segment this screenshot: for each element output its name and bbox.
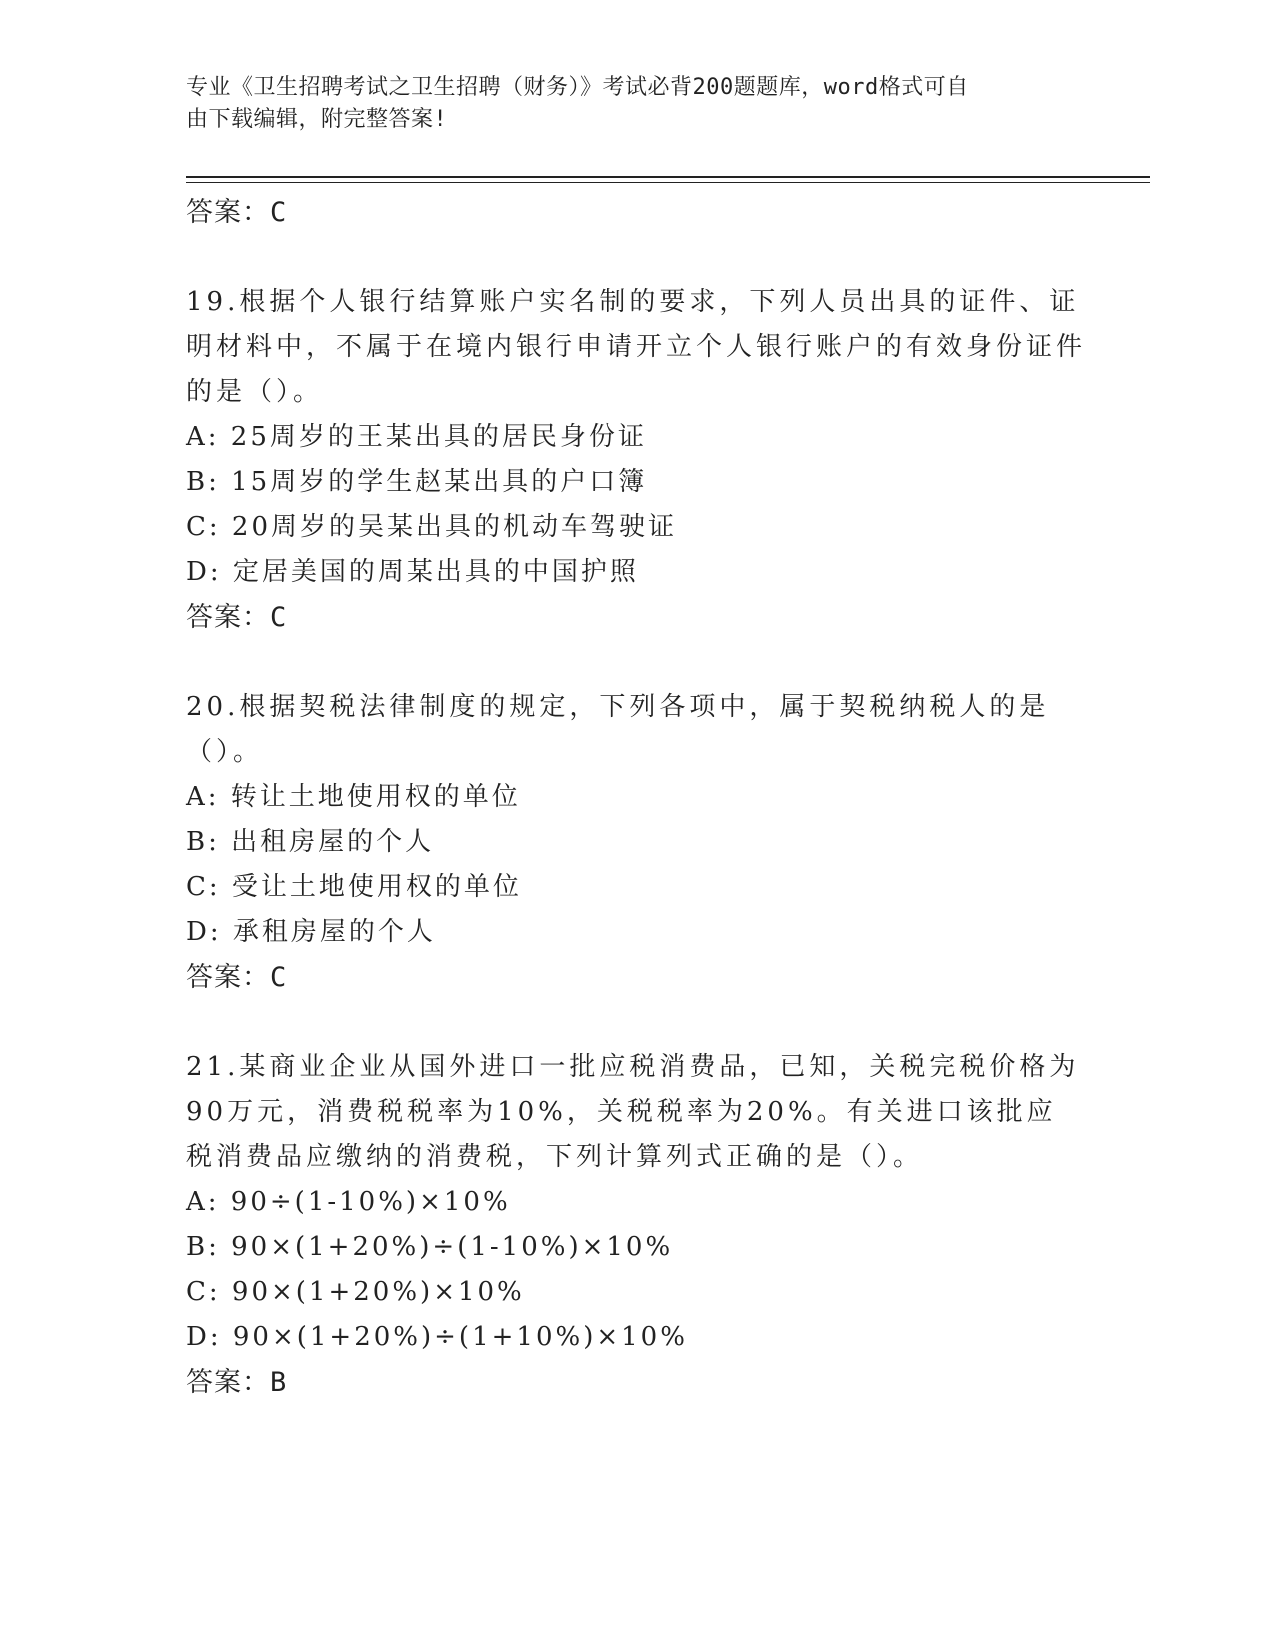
header-line-2: 由下载编辑，附完整答案! <box>186 107 448 132</box>
option-b: B: 15周岁的学生赵某出具的户口簿 <box>186 467 648 497</box>
option-c: C: 90×(1+20%)×10% <box>186 1277 525 1307</box>
option-b: B: 出租房屋的个人 <box>186 827 435 857</box>
question-stem: 21.某商业企业从国外进口一批应税消费品，已知，关税完税价格为90万元，消费税税率为10%，关税税率为20%。有关进口该批应税消费品应缴纳的消费税，下列计算列式正确的是（）。 <box>186 1052 1080 1172</box>
header-line-1: 专业《卫生招聘考试之卫生招聘（财务）》考试必背200题题库，word格式可自 <box>186 75 969 100</box>
answer-label: 答案：B <box>186 1367 288 1398</box>
question-20 <box>186 685 1086 1000</box>
option-d: D: 承租房屋的个人 <box>186 917 436 947</box>
option-d: D: 定居美国的周某出具的中国护照 <box>186 557 639 587</box>
header-divider-thick <box>186 176 1150 178</box>
question-stem: 20.根据契税法律制度的规定，下列各项中，属于契税纳税人的是（）。 <box>186 692 1050 767</box>
option-d: D: 90×(1+20%)÷(1+10%)×10% <box>186 1322 688 1352</box>
option-a: A: 25周岁的王某出具的居民身份证 <box>186 422 647 452</box>
option-b: B: 90×(1+20%)÷(1-10%)×10% <box>186 1232 674 1262</box>
answer-label: 答案：C <box>186 602 288 633</box>
previous-answer: 答案：C <box>186 197 288 228</box>
option-a: A: 转让土地使用权的单位 <box>186 782 521 812</box>
question-stem: 19.根据个人银行结算账户实名制的要求，下列人员出具的证件、证明材料中，不属于在境内银行申请开立个人银行账户的有效身份证件的是（）。 <box>186 287 1087 407</box>
option-c: C: 20周岁的吴某出具的机动车驾驶证 <box>186 512 678 542</box>
header-divider-thin <box>186 182 1150 183</box>
option-a: A: 90÷(1-10%)×10% <box>186 1187 511 1217</box>
question-21 <box>186 1045 1086 1405</box>
question-19 <box>186 280 1086 640</box>
document-header <box>186 72 1066 136</box>
question-list <box>186 190 1086 1405</box>
answer-label: 答案：C <box>186 962 288 993</box>
option-c: C: 受让土地使用权的单位 <box>186 872 522 902</box>
